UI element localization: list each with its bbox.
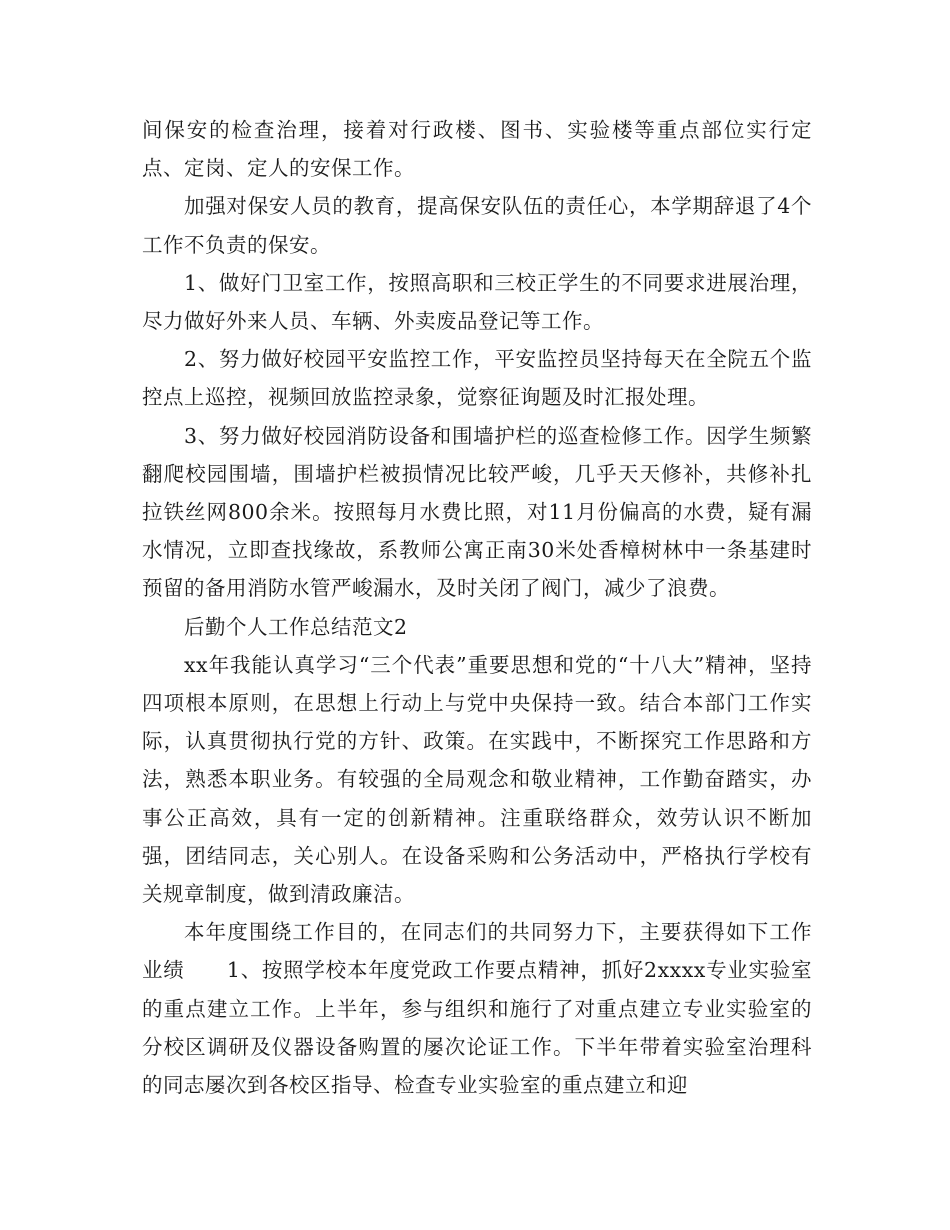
list-item-paragraph: 2、努力做好校园平安监控工作，平安监控员坚持每天在全院五个监控点上巡控，视频回放监控录象，觉察征询题及时汇报处理。 bbox=[142, 347, 812, 410]
section-heading: 后勤个人工作总结范文2 bbox=[184, 614, 408, 639]
paragraph: 本年度围绕工作目的，在同志们的共同努力下，主要获得如下工作业绩 1、按照学校本年度党政工作要点精神，抓好2xxxx专业实验室的重点建立工作。上半年，参与组织和施行了对重点建立专业实验室的分校区调研及仪器设备购置的屡次论证工作。下半年带着实验室治理科的同志屡次到各校区指导、检查专业实验室的重点建立和迎 bbox=[142, 920, 812, 1098]
document-body bbox=[142, 111, 812, 1104]
list-item-paragraph: 3、努力做好校园消防设备和围墙护栏的巡查检修工作。因学生频繁翻爬校园围墙，围墙护栏被损情况比较严峻，几乎天天修补，共修补扎拉铁丝网800余米。按照每月水费比照，对11月份偏高的水费，疑有漏水情况，立即查找缘故，系教师公寓正南30米处香樟树林中一条基建时预留的备用消防水管严峻漏水，及时关闭了阀门，减少了浪费。 bbox=[142, 423, 812, 601]
paragraph: 加强对保安人员的教育，提高保安队伍的责任心，本学期辞退了4个工作不负责的保安。 bbox=[142, 194, 812, 257]
paragraph: xx年我能认真学习“三个代表”重要思想和党的“十八大”精神，坚持四项根本原则，在思想上行动上与党中央保持一致。结合本部门工作实际，认真贯彻执行党的方针、政策。在实践中，不断探究工作思路和方法，熟悉本职业务。有较强的全局观念和敬业精神，工作勤奋踏实，办事公正高效，具有一定的创新精神。注重联络群众，效劳认识不断加强，团结同志，关心别人。在设备采购和公务活动中，严格执行学校有关规章制度，做到清政廉洁。 bbox=[142, 652, 812, 907]
list-item-paragraph: 1、做好门卫室工作，按照高职和三校正学生的不同要求进展治理，尽力做好外来人员、车辆、外卖废品登记等工作。 bbox=[142, 270, 812, 334]
paragraph: 间保安的检查治理，接着对行政楼、图书、实验楼等重点部位实行定点、定岗、定人的安保工作。 bbox=[142, 118, 812, 181]
